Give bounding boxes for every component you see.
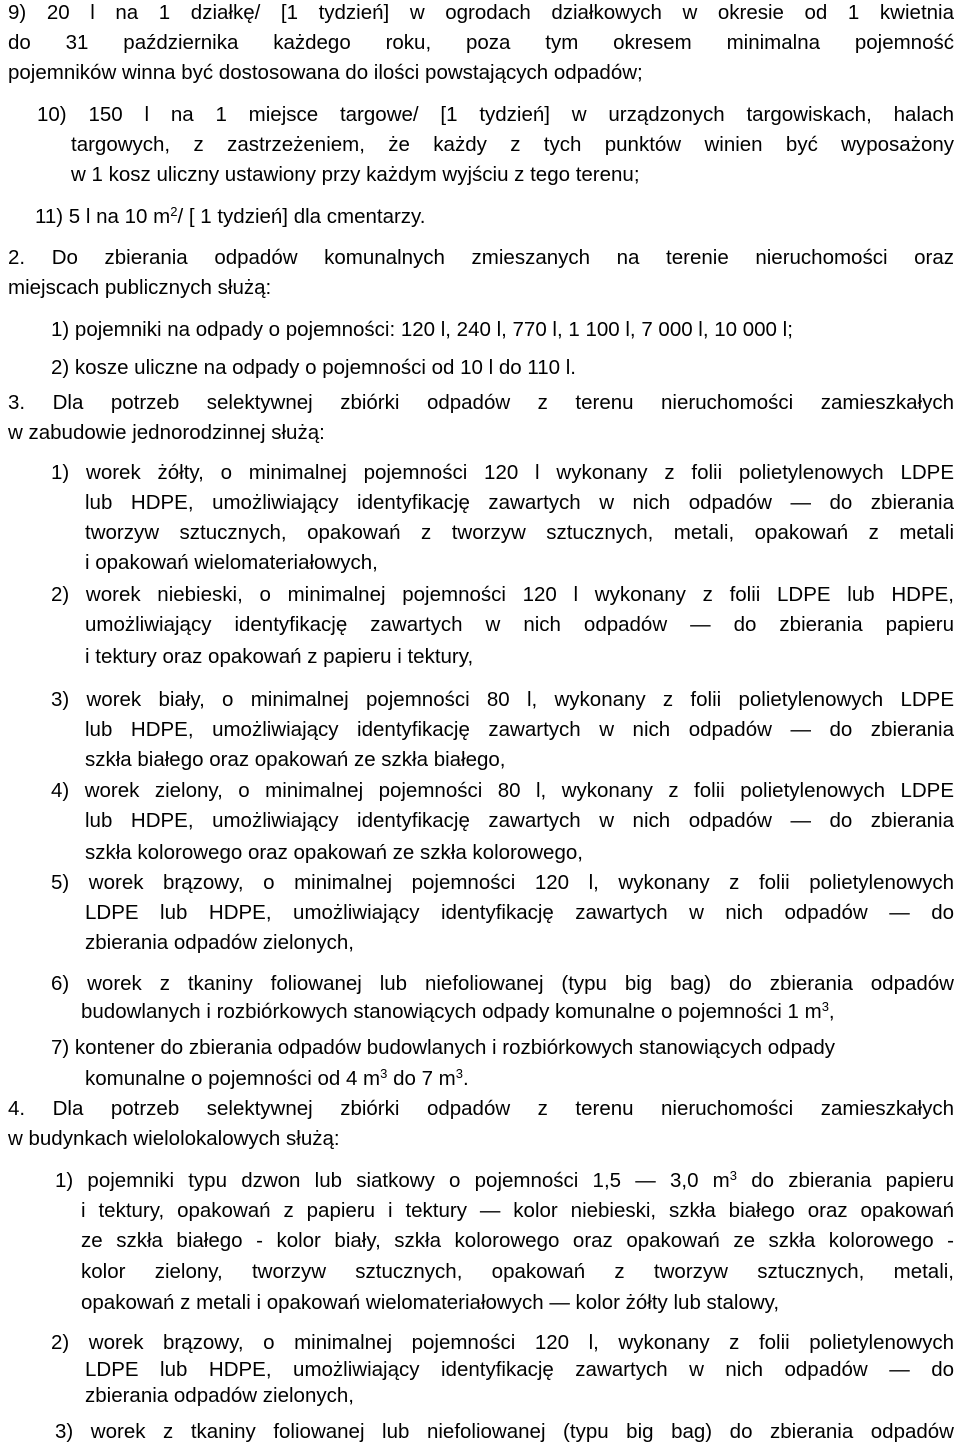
- section-4-item-1-line-4: kolor zielony, tworzyw sztucznych, opakowań z tworzyw sztucznych, metali,: [81, 1260, 954, 1283]
- section-3-item-1-line-1: 1) worek żółty, o minimalnej pojemności 120 l wykonany z folii polietylenowych LDPE: [51, 461, 954, 484]
- item-9-line-1: 9) 20 l na 1 działkę/ [1 tydzień] w ogrodach działkowych w okresie od 1 kwietnia: [8, 1, 954, 24]
- section-3-item-1-line-3: tworzyw sztucznych, opakowań z tworzyw sztucznych, metali, opakowań z metali: [85, 521, 954, 544]
- section-4-line-1: 4. Dla potrzeb selektywnej zbiórki odpadów z terenu nieruchomości zamieszkałych: [8, 1097, 954, 1120]
- section-4-item-1-line-3: ze szkła białego - kolor biały, szkła kolorowego oraz opakowań ze szkła kolorowego -: [81, 1229, 954, 1252]
- section-4-item-1-line-1: 1) pojemniki typu dzwon lub siatkowy o pojemności 1,5 — 3,0 $m^3$ do zbierania papieru: [55, 1168, 954, 1192]
- section-3-item-4-line-1: 4) worek zielony, o minimalnej pojemności 80 l, wykonany z folii polietylenowych LDPE: [51, 779, 954, 802]
- section-3-item-4-line-3: szkła kolorowego oraz opakowań ze szkła kolorowego,: [85, 841, 583, 864]
- section-4-item-1-line-5: opakowań z metali i opakowań wielomateriałowych — kolor żółty lub stalowy,: [81, 1291, 780, 1314]
- section-2-line-2: miejscach publicznych służą:: [8, 276, 272, 299]
- section-3-item-3-line-3: szkła białego oraz opakowań ze szkła białego,: [85, 748, 506, 771]
- section-3-item-4-line-2: lub HDPE, umożliwiający identyfikację zawartych w nich odpadów — do zbierania: [85, 809, 954, 832]
- section-4-item-1-line-2: i tektury, opakowań z papieru i tektury — kolor niebieski, szkła białego oraz opakowań: [81, 1199, 954, 1222]
- section-3-item-3-line-1: 3) worek biały, o minimalnej pojemności 80 l, wykonany z folii polietylenowych LDPE: [51, 688, 954, 711]
- section-3-item-2-line-2: umożliwiający identyfikację zawartych w nich odpadów — do zbierania papieru: [85, 613, 954, 636]
- section-3-item-1-line-4: i opakowań wielomateriałowych,: [85, 551, 378, 574]
- section-2-item-2: 2) kosze uliczne na odpady o pojemności od 10 l do 110 l.: [51, 356, 576, 379]
- section-3-item-5-line-1: 5) worek brązowy, o minimalnej pojemności 120 l, wykonany z folii polietylenowych: [51, 871, 954, 894]
- section-3-line-2: w zabudowie jednorodzinnej służą:: [8, 421, 325, 444]
- section-3-line-1: 3. Dla potrzeb selektywnej zbiórki odpadów z terenu nieruchomości zamieszkałych: [8, 391, 954, 414]
- item-11: 11) 5 l na 10 $m^2/$ [ 1 tydzień] dla cmentarzy.: [35, 204, 426, 228]
- section-3-item-2-line-1: 2) worek niebieski, o minimalnej pojemności 120 l wykonany z folii LDPE lub HDPE,: [51, 583, 954, 606]
- section-4-line-2: w budynkach wielolokalowych służą:: [8, 1127, 340, 1150]
- section-3-item-3-line-2: lub HDPE, umożliwiający identyfikację zawartych w nich odpadów — do zbierania: [85, 718, 954, 741]
- item-10-line-1: 10) 150 l na 1 miejsce targowe/ [1 tydzień] w urządzonych targowiskach, halach: [37, 103, 954, 126]
- item-10-line-3: w 1 kosz uliczny ustawiony przy każdym wyjściu z tego terenu;: [71, 163, 640, 186]
- section-4-item-2-line-1: 2) worek brązowy, o minimalnej pojemności 120 l, wykonany z folii polietylenowych: [51, 1331, 954, 1354]
- section-3-item-7-line-1: 7) kontener do zbierania odpadów budowlanych i rozbiórkowych stanowiących odpady: [51, 1036, 836, 1059]
- section-3-item-2-line-3: i tektury oraz opakowań z papieru i tektury,: [85, 645, 474, 668]
- section-3-item-1-line-2: lub HDPE, umożliwiający identyfikację zawartych w nich odpadów — do zbierania: [85, 491, 954, 514]
- section-4-item-3-line-1: 3) worek z tkaniny foliowanej lub niefoliowanej (typu big bag) do zbierania odpadów: [55, 1420, 954, 1443]
- section-2-line-1: 2. Do zbierania odpadów komunalnych zmieszanych na terenie nieruchomości oraz: [8, 246, 954, 269]
- section-3-item-5-line-2: LDPE lub HDPE, umożliwiający identyfikację zawartych w nich odpadów — do: [85, 901, 954, 924]
- section-3-item-5-line-3: zbierania odpadów zielonych,: [85, 931, 354, 954]
- item-9-line-3: pojemników winna być dostosowana do ilości powstających odpadów;: [8, 61, 643, 84]
- section-3-item-7-line-2: komunalne o pojemności od 4 $m^3$ do 7 $m^3$.: [85, 1066, 469, 1090]
- section-3-item-6-line-1: 6) worek z tkaniny foliowanej lub niefoliowanej (typu big bag) do zbierania odpadów: [51, 972, 954, 995]
- section-4-item-2-line-3: zbierania odpadów zielonych,: [85, 1384, 354, 1407]
- section-3-item-6-line-2: budowlanych i rozbiórkowych stanowiących odpady komunalne o pojemności 1 $m^3$,: [81, 999, 835, 1023]
- section-2-item-1: 1) pojemniki na odpady o pojemności: 120 l, 240 l, 770 l, 1 100 l, 7 000 l, 10 000 l;: [51, 318, 793, 341]
- item-10-line-2: targowych, z zastrzeżeniem, że każdy z tych punktów winien być wyposażony: [71, 133, 954, 156]
- section-4-item-2-line-2: LDPE lub HDPE, umożliwiający identyfikację zawartych w nich odpadów — do: [85, 1358, 954, 1381]
- item-9-line-2: do 31 października każdego roku, poza tym okresem minimalna pojemność: [8, 31, 954, 54]
